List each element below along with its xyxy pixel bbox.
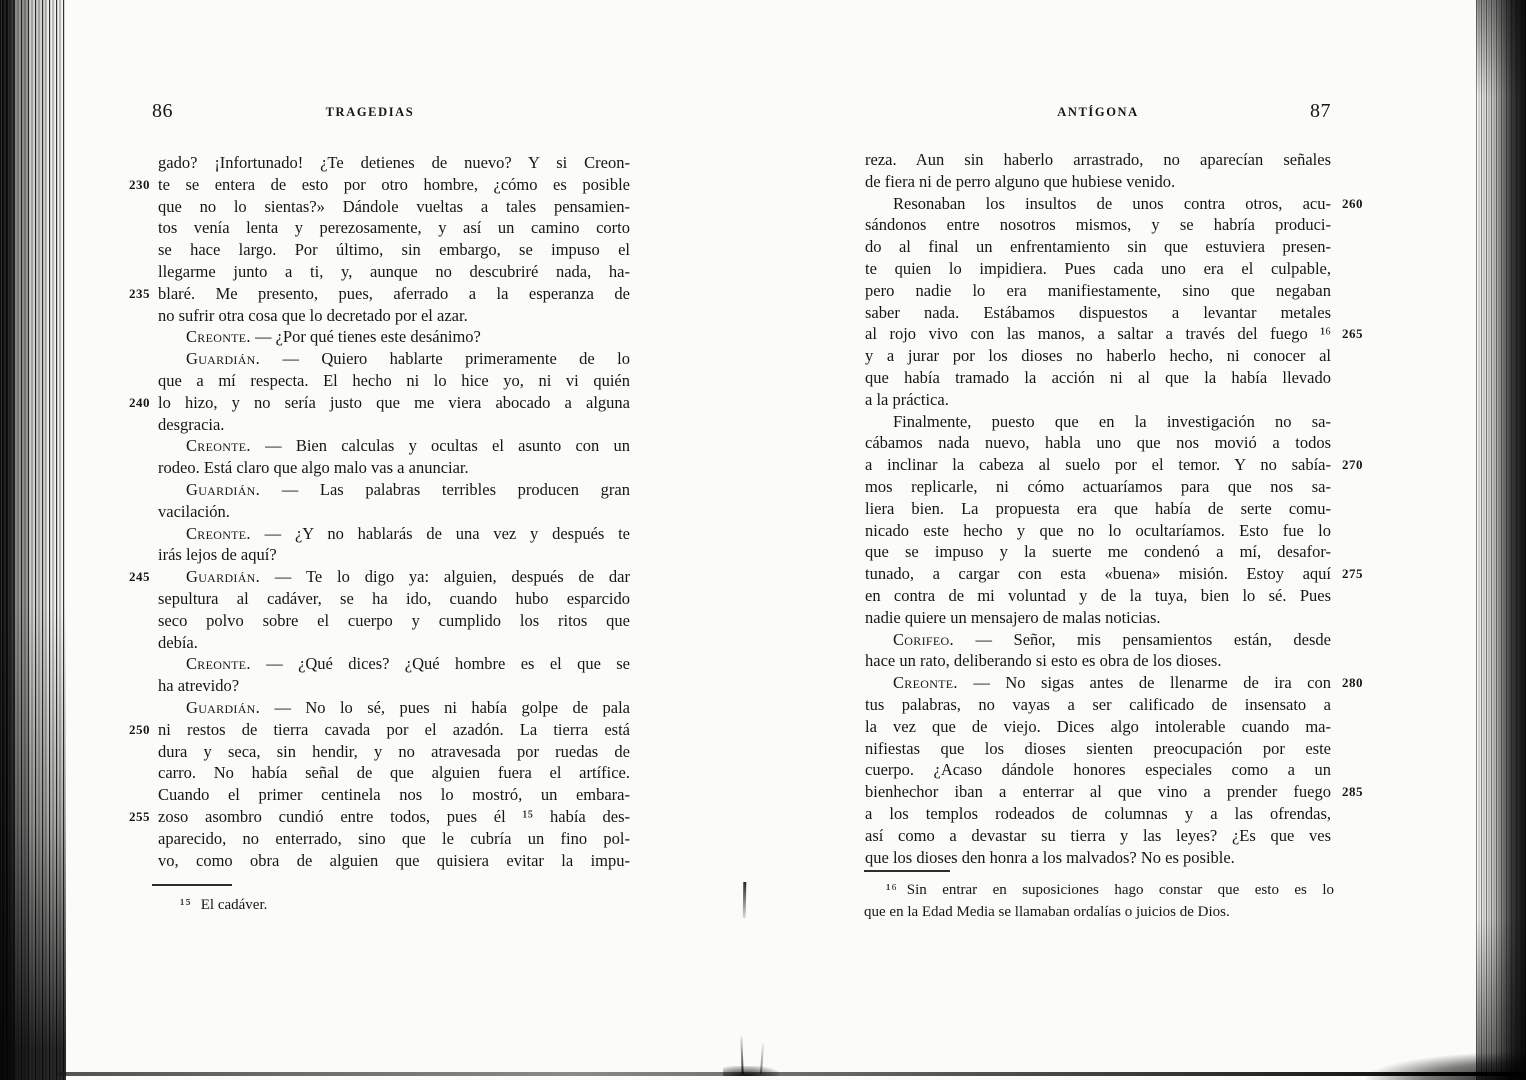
speaker-name: Guardián.	[186, 567, 261, 587]
verse-line-number: 265	[1342, 326, 1363, 342]
text-line	[158, 741, 630, 763]
line-text: nifiestas que los dioses sienten preocupación por este	[865, 738, 1331, 758]
text-line	[865, 323, 1363, 345]
text-line	[865, 454, 1363, 476]
line-text: zoso asombro cundió entre todos, pues él ¹⁵ había des-	[158, 806, 630, 826]
line-text: de fiera ni de perro alguno que hubiese venido.	[865, 171, 1176, 191]
text-line	[158, 305, 630, 327]
text-line	[158, 435, 630, 457]
line-text: desgracia.	[158, 414, 225, 434]
line-text: blaré. Me presento, pues, aferrado a la esperanza de	[158, 283, 630, 303]
page-edge-shadow	[1476, 0, 1526, 1080]
text-line	[158, 152, 630, 174]
line-text: tos venía lenta y perezosamente, y así un camino corto	[158, 218, 630, 238]
line-text: — Quiero hablarte primeramente de lo	[282, 349, 630, 369]
text-line	[129, 174, 630, 196]
line-text: liera bien. La propuesta era que había de serte comu-	[865, 498, 1331, 518]
page-number: 86	[152, 100, 173, 122]
text-line	[865, 759, 1331, 781]
line-text: reza. Aun sin haberlo arrastrado, no aparecían señales	[865, 150, 1331, 169]
speaker-name: Guardián.	[186, 349, 261, 369]
text-line	[865, 476, 1331, 498]
line-text: — No lo sé, pues ni había golpe de pala	[274, 697, 630, 717]
line-text: tus palabras, no vayas a ser calificado de insensato a	[865, 694, 1331, 714]
text-line	[129, 566, 630, 588]
speaker-name: Guardián.	[186, 479, 261, 499]
text-line	[158, 326, 630, 348]
text-line	[865, 411, 1331, 433]
left-page-header	[152, 100, 630, 126]
line-text: vo, como obra de alguien que quisiera evitar la impu-	[158, 850, 630, 870]
footnote-marker: ¹⁶	[886, 882, 898, 898]
line-text: nadie quiere un mensajero de malas noticias.	[865, 607, 1161, 627]
line-text: bienhechor iban a enterrar al que vino a prender fuego	[865, 782, 1331, 802]
binding-edge-shadow	[0, 0, 66, 1080]
text-line	[158, 544, 630, 566]
text-line	[865, 607, 1331, 629]
line-text: sándonos entre nosotros mismos, y se habría produci-	[865, 215, 1331, 235]
line-text: y a jurar por los dioses no haberlo hecho, ni conocer al	[865, 346, 1331, 366]
verse-line-number: 240	[129, 394, 150, 410]
line-text: que a mí respecta. El hecho ni lo hice yo, ni vi quién	[158, 370, 630, 390]
line-text: — Bien calculas y ocultas el asunto con un	[265, 436, 631, 456]
text-line	[865, 629, 1331, 651]
verse-line-number: 275	[1342, 566, 1363, 582]
line-text: la vez que de viejo. Dices algo intolerable cuando ma-	[865, 716, 1331, 736]
text-line	[158, 828, 630, 850]
text-line	[158, 850, 630, 872]
gutter-crease-mark	[743, 882, 747, 918]
verse-line-number: 255	[129, 808, 150, 824]
footnote-line	[864, 879, 1334, 901]
text-line	[865, 171, 1331, 193]
text-line	[129, 392, 630, 414]
line-text: — ¿Y no hablarás de una vez y después te	[264, 523, 631, 543]
verse-line-number: 250	[129, 721, 150, 737]
text-line	[158, 261, 630, 283]
speaker-name: Creonte.	[893, 673, 958, 693]
text-line	[865, 672, 1363, 694]
text-line	[865, 825, 1331, 847]
footnote-separator	[864, 870, 950, 872]
text-line	[865, 738, 1331, 760]
speaker-name: Creonte.	[186, 654, 251, 674]
right-text-column	[865, 149, 1363, 868]
text-line	[865, 781, 1363, 803]
line-text: que había tramado la acción ni al que la había llevado	[865, 367, 1331, 387]
line-text: gado? ¡Infortunado! ¿Te detienes de nuevo? Y si Creon-	[158, 153, 630, 172]
footnote-line	[158, 894, 630, 916]
text-line	[158, 653, 630, 675]
speaker-name: Corifeo.	[893, 629, 954, 649]
text-line	[129, 806, 630, 828]
line-text: — Las palabras terribles producen gran	[281, 479, 630, 499]
text-line	[865, 214, 1331, 236]
verse-line-number: 245	[129, 569, 150, 585]
line-text: pero nadie lo era manifiestamente, sino que negaban	[865, 280, 1331, 300]
footnote-text: que en la Edad Media se llamaban ordalías o juicios de Dios.	[864, 904, 1230, 920]
line-text: en contra de mi voluntad y de la tuya, bien lo sé. Pues	[865, 585, 1331, 605]
speaker-name: Creonte.	[186, 436, 251, 456]
verse-line-number: 270	[1342, 457, 1363, 473]
line-text: tunado, a cargar con esta «buena» misión. Estoy aquí	[865, 564, 1331, 584]
footnote-marker: ¹⁵	[180, 897, 192, 913]
line-text: a inclinar la cabeza al suelo por el temor. Y no sabía-	[865, 455, 1331, 475]
text-line	[158, 523, 630, 545]
text-line	[865, 694, 1331, 716]
line-text: rodeo. Está claro que algo malo vas a anunciar.	[158, 458, 469, 478]
line-text: — No sigas antes de llenarme de ira con	[973, 673, 1331, 693]
line-text: debía.	[158, 632, 198, 652]
line-text: seco polvo sobre el cuerpo y cumplido los ritos que	[158, 610, 630, 630]
line-text: te se entera de esto por otro hombre, ¿cómo es posible	[158, 174, 630, 194]
text-line	[158, 217, 630, 239]
text-line	[865, 193, 1363, 215]
line-text: que se impuso y la suerte me condenó a mí, desafor-	[865, 542, 1331, 562]
line-text: al rojo vivo con las manos, a saltar a través del fuego ¹⁶	[865, 324, 1331, 344]
text-line	[158, 196, 630, 218]
text-line	[158, 697, 630, 719]
line-text: nicado este hecho y que no lo ocultaríamos. Esto fue lo	[865, 520, 1331, 540]
text-line	[865, 650, 1331, 672]
bottom-edge-shadow	[58, 1072, 1526, 1076]
text-line	[865, 302, 1331, 324]
text-line	[865, 258, 1331, 280]
text-line	[129, 719, 630, 741]
text-line	[865, 803, 1331, 825]
text-line	[865, 498, 1331, 520]
line-text: Finalmente, puesto que en la investigación no sa-	[893, 411, 1331, 431]
text-line	[865, 563, 1363, 585]
line-text: aparecido, no enterrado, sino que le cubría un fino pol-	[158, 828, 630, 848]
line-text: Resonaban los insultos de unos contra otros, acu-	[893, 193, 1331, 213]
line-text: ha atrevido?	[158, 676, 240, 696]
text-line	[865, 847, 1331, 869]
line-text: a los templos rodeados de columnas y a las ofrendas,	[865, 803, 1331, 823]
line-text: — ¿Por qué tienes este desánimo?	[254, 327, 481, 347]
right-page-header	[865, 100, 1331, 126]
text-line	[865, 236, 1331, 258]
text-line	[158, 784, 630, 806]
verse-line-number: 230	[129, 176, 150, 192]
line-text: hace un rato, deliberando si esto es obra de los dioses.	[865, 651, 1222, 671]
text-line	[865, 432, 1331, 454]
text-line	[158, 675, 630, 697]
line-text: cuerpo. ¿Acaso dándole honores especiales como a un	[865, 760, 1331, 780]
footnote-line	[864, 901, 1334, 923]
text-line	[158, 610, 630, 632]
text-line	[865, 149, 1331, 171]
verse-line-number: 285	[1342, 784, 1363, 800]
text-line	[865, 345, 1331, 367]
text-line	[865, 541, 1331, 563]
line-text: te quien lo impidiera. Pues cada uno era el culpable,	[865, 258, 1331, 278]
line-text: do al final un enfrentamiento sin que estuviera presen-	[865, 237, 1331, 257]
left-text-column	[129, 152, 631, 871]
text-line	[129, 283, 630, 305]
line-text: carro. No había señal de que alguien fuera el artífice.	[158, 763, 630, 783]
footnote-text: El cadáver.	[200, 897, 268, 913]
text-line	[158, 414, 630, 436]
left-footnote	[158, 894, 630, 916]
page-number: 87	[1310, 100, 1331, 122]
line-text: — ¿Qué dices? ¿Qué hombre es el que se	[266, 654, 630, 674]
speaker-name: Creonte.	[186, 327, 251, 347]
text-line	[865, 389, 1331, 411]
text-line	[158, 632, 630, 654]
line-text: a la práctica.	[865, 389, 949, 409]
line-text: se hace largo. Por último, sin embargo, se impuso el	[158, 240, 630, 260]
line-text: cábamos nada nuevo, habla uno que nos movió a todos	[865, 433, 1331, 453]
text-line	[865, 367, 1331, 389]
running-title: ANTÍGONA	[1057, 105, 1139, 119]
line-text: dura y seca, sin hendir, y no atravesada por ruedas de	[158, 741, 630, 761]
text-line	[865, 280, 1331, 302]
line-text: irás lejos de aquí?	[158, 545, 277, 565]
text-line	[158, 457, 630, 479]
footnote-text: Sin entrar en suposiciones hago constar que esto es lo	[906, 882, 1334, 898]
text-line	[865, 716, 1331, 738]
text-line	[158, 479, 630, 501]
speaker-name: Guardián.	[186, 697, 261, 717]
line-text: que los dioses den honra a los malvados? No es posible.	[865, 847, 1235, 867]
line-text: que no lo sientas?» Dándole vueltas a tales pensamien-	[158, 196, 630, 216]
text-line	[865, 585, 1331, 607]
text-line	[158, 588, 630, 610]
line-text: sepultura al cadáver, se ha ido, cuando hubo esparcido	[158, 588, 630, 608]
line-text: saber nada. Estábamos dispuestos a levantar metales	[865, 302, 1331, 322]
text-line	[158, 348, 630, 370]
line-text: así como a devastar su tierra y las leyes? ¿Es que ves	[865, 825, 1331, 845]
bottom-right-corner-shadow	[1366, 1052, 1526, 1080]
line-text: — Te lo digo ya: alguien, después de dar	[274, 567, 630, 587]
gutter-shadow-blob	[723, 1066, 779, 1076]
line-text: Cuando el primer centinela nos lo mostró, un embara-	[158, 785, 630, 805]
text-line	[158, 370, 630, 392]
line-text: ni restos de tierra cavada por el azadón. La tierra está	[158, 719, 630, 739]
line-text: lo hizo, y no sería justo que me viera abocado a alguna	[158, 392, 630, 412]
text-line	[158, 762, 630, 784]
right-footnote	[864, 879, 1334, 923]
text-line	[158, 501, 630, 523]
line-text: vacilación.	[158, 501, 230, 521]
line-text: mos replicarle, ni cómo actuaríamos para que nos sa-	[865, 476, 1331, 496]
speaker-name: Creonte.	[186, 523, 251, 543]
footnote-separator	[152, 884, 232, 886]
text-line	[865, 520, 1331, 542]
verse-line-number: 235	[129, 285, 150, 301]
line-text: no sufrir otra cosa que lo decretado por el azar.	[158, 305, 468, 325]
line-text: llegarme junto a ti, y, aunque no descubriré nada, ha-	[158, 261, 630, 281]
verse-line-number: 280	[1342, 675, 1363, 691]
running-title: TRAGEDIAS	[325, 105, 415, 119]
line-text: — Señor, mis pensamientos están, desde	[975, 629, 1332, 649]
verse-line-number: 260	[1342, 195, 1363, 211]
text-line	[158, 239, 630, 261]
